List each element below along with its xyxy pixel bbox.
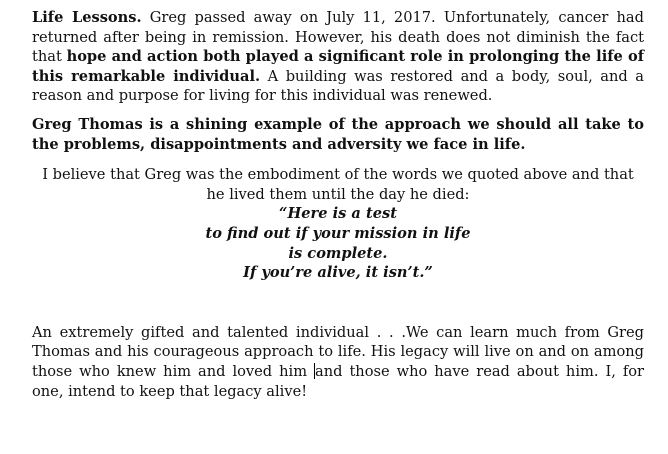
quote-line: to find out if your mission in life [205, 224, 471, 242]
paragraph-legacy [32, 323, 644, 401]
document-page[interactable] [32, 8, 644, 401]
paragraph-text: A building was restored and a body, soul, and a reason and purpose for living for this individual was renewed. [32, 67, 644, 105]
quote-block [32, 204, 644, 282]
paragraph-shining-example [32, 115, 644, 154]
paragraph-text: and those who have read about him. I, for one, intend to keep that legacy alive! [32, 362, 644, 400]
emphasis-text: hope and action both played a significant role in prolonging the life of this remarkable individual. [32, 48, 645, 85]
quote-line: is complete. [288, 244, 388, 262]
paragraph-life-lessons [32, 8, 644, 106]
quote-line: “Here is a test [279, 205, 397, 223]
emphasis-text: Greg Thomas is a shining example of the approach we should all take to the problems, disappointments and adversity we face in life. [32, 115, 644, 153]
paragraph-text: Greg passed away on July 11, 2017. Unfortunately, cancer had returned after being in remission. However, his death does not diminish the fact that [32, 9, 644, 66]
paragraph-text: An extremely gifted and talented individual . . .We can learn much from Greg Thomas and his courageous approach to life. His legacy will live on and on among those who knew him and loved him [32, 323, 644, 380]
section-heading: Life Lessons. [32, 9, 142, 26]
paragraph-embodiment: I believe that Greg was the embodiment of the words we quoted above and that he lived them until the day he died: [42, 166, 634, 203]
quote-line: If you’re alive, it isn’t.” [243, 264, 433, 282]
